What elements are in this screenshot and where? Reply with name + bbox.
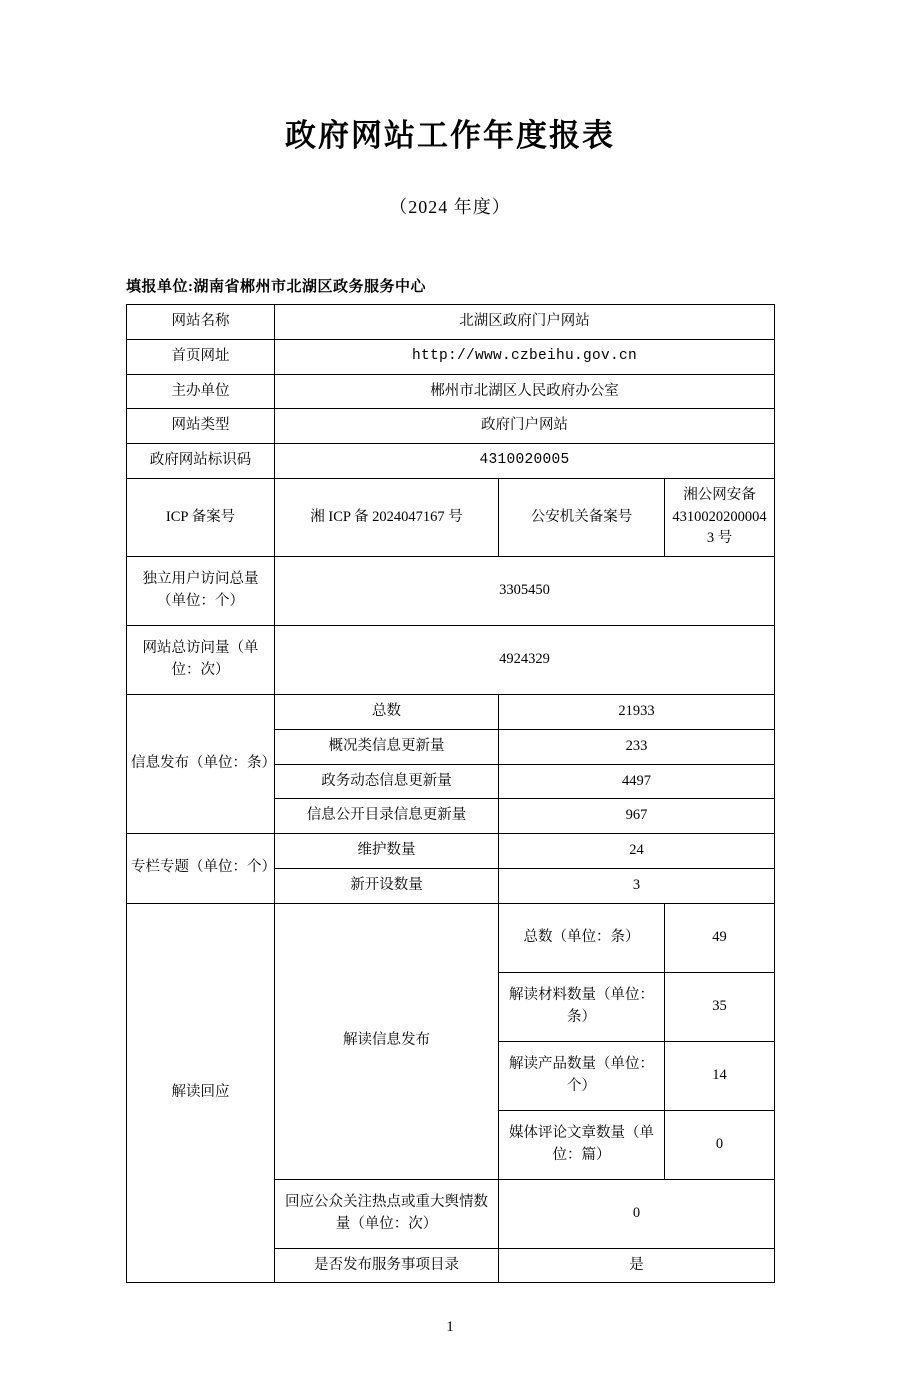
table-row — [127, 478, 775, 556]
interpretation-item-name: 解读材料数量（单位：条） — [499, 972, 665, 1041]
table-row — [127, 374, 775, 409]
reporting-unit: 填报单位:湖南省郴州市北湖区政务服务中心 — [126, 279, 426, 295]
info-publish-label: 信息发布（单位：条） — [127, 695, 275, 834]
interpretation-item-name: 解读产品数量（单位：个） — [499, 1041, 665, 1110]
annual-report-table — [126, 304, 775, 1283]
info-publish-item-name: 总数 — [275, 695, 499, 730]
column-topic-item-value: 24 — [499, 834, 775, 869]
unique-visitors-value: 3305450 — [275, 557, 775, 626]
column-topic-item-name: 维护数量 — [275, 834, 499, 869]
page-number: 1 — [446, 1319, 454, 1335]
table-row — [127, 626, 775, 695]
total-visits-label: 网站总访问量（单位：次） — [127, 626, 275, 695]
site-name-label: 网站名称 — [127, 305, 275, 340]
police-record-label: 公安机关备案号 — [499, 478, 665, 556]
table-row — [127, 339, 775, 374]
document-page — [0, 110, 900, 1382]
site-type-label: 网站类型 — [127, 409, 275, 444]
column-topic-label: 专栏专题（单位：个） — [127, 834, 275, 904]
interpretation-label: 解读回应 — [127, 903, 275, 1283]
interpretation-item-value: 35 — [665, 972, 775, 1041]
column-topic-item-value: 3 — [499, 868, 775, 903]
info-publish-item-value: 21933 — [499, 695, 775, 730]
table-row — [127, 305, 775, 340]
site-type-value: 政府门户网站 — [275, 409, 775, 444]
icp-value: 湘 ICP 备 2024047167 号 — [275, 478, 499, 556]
site-name-value: 北湖区政府门户网站 — [275, 305, 775, 340]
info-publish-item-name: 政务动态信息更新量 — [275, 764, 499, 799]
table-row — [127, 557, 775, 626]
column-topic-item-name: 新开设数量 — [275, 868, 499, 903]
table-row — [127, 444, 775, 479]
info-publish-item-value: 967 — [499, 799, 775, 834]
info-publish-item-value: 233 — [499, 729, 775, 764]
page-title: 政府网站工作年度报表 — [285, 118, 615, 154]
page-subtitle: （2024 年度） — [389, 197, 511, 217]
service-catalog-value: 是 — [499, 1248, 775, 1283]
service-catalog-label: 是否发布服务事项目录 — [275, 1248, 499, 1283]
unique-visitors-label: 独立用户访问总量（单位：个） — [127, 557, 275, 626]
host-unit-value: 郴州市北湖区人民政府办公室 — [275, 374, 775, 409]
table-row — [127, 903, 775, 972]
interpretation-item-value: 0 — [665, 1110, 775, 1179]
info-publish-item-value: 4497 — [499, 764, 775, 799]
table-row — [127, 834, 775, 869]
interpretation-item-name: 总数（单位：条） — [499, 903, 665, 972]
site-code-value: 4310020005 — [275, 444, 775, 479]
interpretation-item-name: 媒体评论文章数量（单位：篇） — [499, 1110, 665, 1179]
homepage-label: 首页网址 — [127, 339, 275, 374]
host-unit-label: 主办单位 — [127, 374, 275, 409]
interpretation-item-value: 14 — [665, 1041, 775, 1110]
interpretation-publish-label: 解读信息发布 — [275, 903, 499, 1179]
total-visits-value: 4924329 — [275, 626, 775, 695]
info-publish-item-name: 概况类信息更新量 — [275, 729, 499, 764]
info-publish-item-name: 信息公开目录信息更新量 — [275, 799, 499, 834]
police-record-value: 湘公网安备 43100202000043 号 — [665, 478, 775, 556]
site-code-label: 政府网站标识码 — [127, 444, 275, 479]
table-row — [127, 409, 775, 444]
table-row — [127, 695, 775, 730]
homepage-value: http://www.czbeihu.gov.cn — [275, 339, 775, 374]
hotspot-response-value: 0 — [499, 1179, 775, 1248]
interpretation-item-value: 49 — [665, 903, 775, 972]
hotspot-response-label: 回应公众关注热点或重大舆情数量（单位：次） — [275, 1179, 499, 1248]
icp-label: ICP 备案号 — [127, 478, 275, 556]
